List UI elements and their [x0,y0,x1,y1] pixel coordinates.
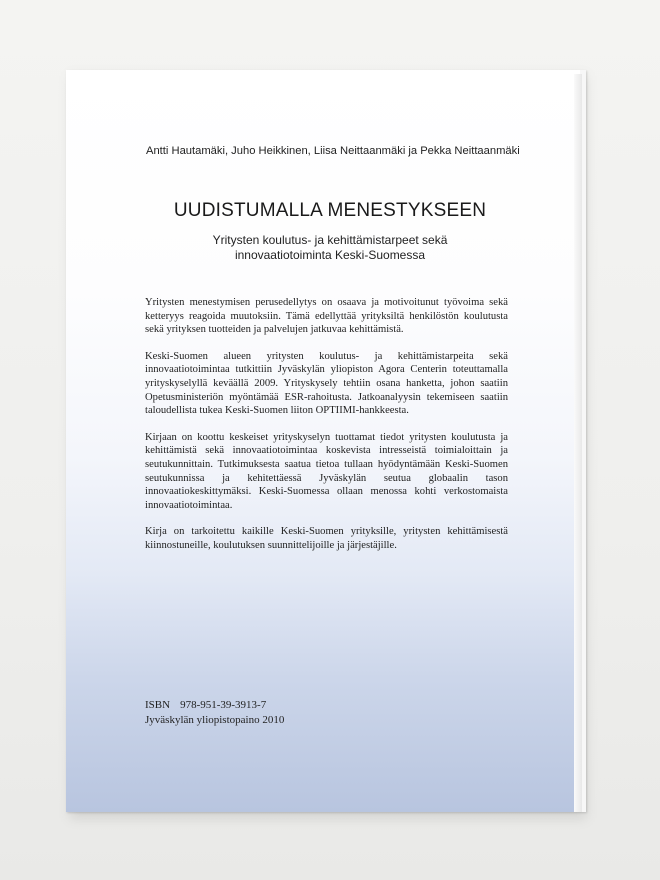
authors-line: Antti Hautamäki, Juho Heikkinen, Liisa Neittaanmäki ja Pekka Neittaanmäki [146,145,520,157]
isbn-label: ISBN [145,699,171,711]
blurb-text [145,296,508,566]
blurb-paragraph-4: Kirja on tarkoitettu kaikille Keski-Suomen yrityksille, yritysten kehittämisestä kiinnostuneille, koulutuksen suunnittelijoille ja järjestäjille. [145,526,508,551]
isbn-line [145,698,284,713]
subtitle-line-1: Yritysten koulutus- ja kehittämistarpeet sekä [212,233,448,247]
book-subtitle [0,233,660,263]
publisher-line: Jyväskylän yliopistopaino 2010 [145,714,285,726]
isbn-value: 978-951-39-3913-7 [180,699,267,711]
isbn-block [145,698,284,728]
book-page-edge [574,74,582,812]
blurb-paragraph-1: Yritysten menestymisen perusedellytys on osaava ja motivoitunut työvoima sekä ketteryys reagoida muutoksiin. Tämä edellyttää yrityksiltä henkilöstön koulutusta sekä yrityksen tuotteiden ja palvelujen jatkuvaa kehittämistä. [145,297,508,336]
blurb-paragraph-3: Kirjaan on koottu keskeiset yrityskyselyn tuottamat tiedot yritysten koulutusta ja kehittämistä sekä innovaatiotoimintaa koskevista intresseistä toimialoittain ja seutukunnittain. Tutkimuksesta saatua tietoa tullaan hyödyntämään Keski-Suomen seutukunnissa ja kehitettäessä Jyväskylän seutua globaalin tason innovaatiokeskittymäksi. Keski-Suomessa ollaan menossa kohti verkostomaista innovaatiotoimintaa. [145,431,508,511]
subtitle-line-2: innovaatiotoiminta Keski-Suomessa [234,248,426,262]
blurb-paragraph-2: Keski-Suomen alueen yritysten koulutus- ja kehittämistarpeita sekä innovaatiotoimintaa tutkittiin Jyväskylän yliopiston Agora Centerin toteuttamalla yrityskyselyllä keväällä 2009. Yrityskysely tehtiin osana hanketta, johon saatiin Opetusministeriön myöntämää ESR-rahoitusta. Jatkoanalyysin tekemiseen saatiin taloudellista tukea Keski-Suomen liiton OPTIIMI-hankkeesta. [145,350,508,417]
book-title: UUDISTUMALLA MENESTYKSEEN [173,200,487,221]
